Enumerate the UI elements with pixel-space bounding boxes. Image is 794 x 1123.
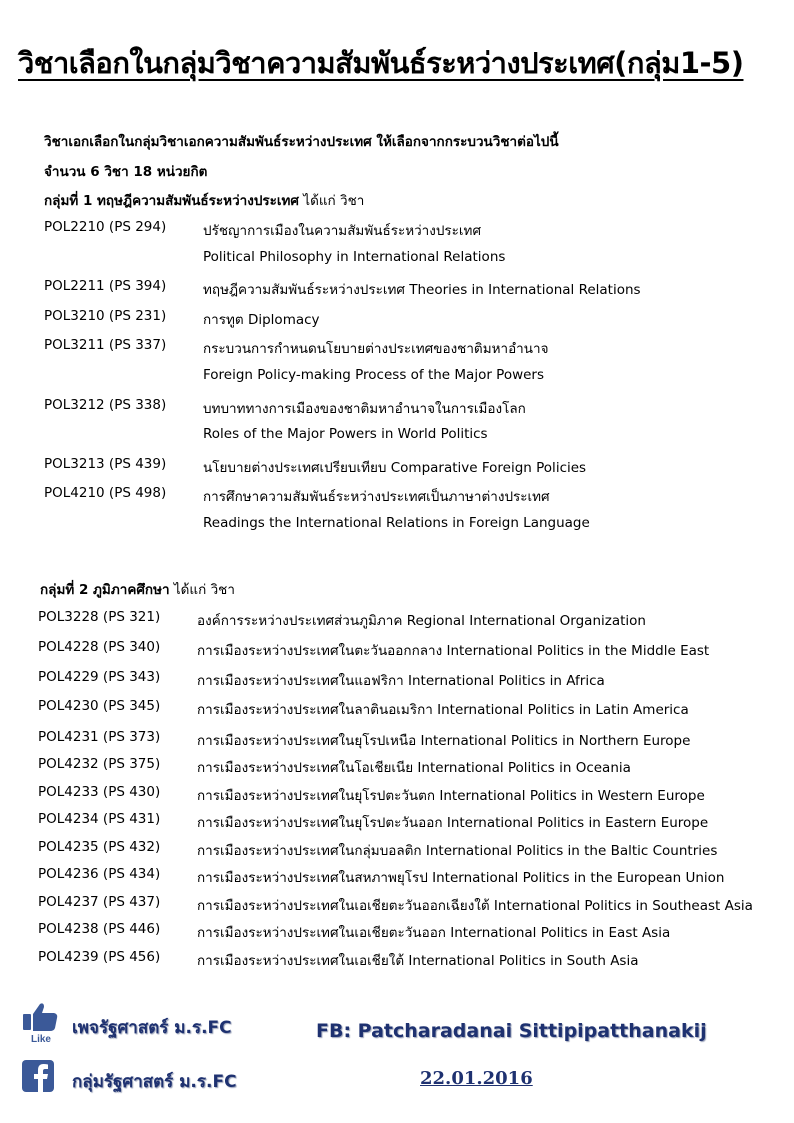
- course-title: การเมืองระหว่างประเทศในตะวันออกกลาง International Politics in the Middle East: [197, 643, 710, 659]
- course-title: การศึกษาความสัมพันธ์ระหว่างประเทศเป็นภาษาต่างประเทศ: [203, 489, 550, 506]
- course-code: POL4233 (PS 430): [38, 783, 161, 800]
- course-code: POL4210 (PS 498): [44, 485, 167, 502]
- course-title: การเมืองระหว่างประเทศในเอเชียใต้ International Politics in South Asia: [197, 952, 639, 969]
- course-row: [38, 921, 790, 941]
- page-title: วิชาเลือกในกลุ่มวิชาความสัมพันธ์ระหว่างประเทศ(กลุ่ม1-5): [18, 46, 744, 80]
- course-code: POL4234 (PS 431): [38, 811, 161, 827]
- course-title: การเมืองระหว่างประเทศในเอเชียตะวันออกเฉียงใต้ International Politics in Southeast Asia: [197, 897, 753, 914]
- course-title: การเมืองระหว่างประเทศในกลุ่มบอลติก International Politics in the Baltic Countries: [197, 842, 718, 859]
- course-row: [44, 456, 790, 476]
- course-code: POL4239 (PS 456): [38, 948, 161, 965]
- course-row: [44, 308, 790, 328]
- course-code: POL3212 (PS 338): [44, 396, 167, 413]
- course-title: ปรัชญาการเมืองในความสัมพันธ์ระหว่างประเทศ: [203, 223, 482, 239]
- course-row: [44, 278, 790, 298]
- course-code: POL4228 (PS 340): [38, 639, 161, 655]
- course-row: [38, 866, 790, 886]
- course-title: กระบวนการกำหนดนโยบายต่างประเทศของชาติมหาอำนาจ: [203, 341, 549, 358]
- course-title: การทูต Diplomacy: [203, 311, 320, 328]
- course-code: POL3211 (PS 337): [44, 337, 167, 354]
- course-row: [44, 426, 790, 446]
- course-title: การเมืองระหว่างประเทศในลาตินอเมริกา International Politics in Latin America: [197, 702, 689, 718]
- course-row: [44, 515, 790, 535]
- course-row: [38, 609, 790, 629]
- group-name-link[interactable]: กลุ่มรัฐศาสตร์ ม.ร.FC: [72, 1072, 237, 1092]
- course-title: Political Philosophy in International Relations: [203, 248, 506, 265]
- course-row: [38, 698, 790, 718]
- course-title: Foreign Policy-making Process of the Major Powers: [203, 367, 545, 383]
- course-row: [44, 397, 790, 417]
- course-code: POL4237 (PS 437): [38, 893, 161, 910]
- group1-heading-suffix: ได้แก่ วิชา: [298, 193, 365, 209]
- group1-heading-title: กลุ่มที่ 1 ทฤษฎีความสัมพันธ์ระหว่างประเทศ: [44, 193, 299, 209]
- course-code: POL4235 (PS 432): [38, 838, 161, 855]
- course-code: POL3210 (PS 231): [44, 307, 167, 324]
- course-row: [44, 367, 790, 387]
- intro-line-1: วิชาเอกเลือกในกลุ่มวิชาเอกความสัมพันธ์ระหว่างประเทศ ให้เลือกจากกระบวนวิชาต่อไปนี้: [44, 134, 559, 150]
- course-title: บทบาททางการเมืองของชาติมหาอำนาจในการเมืองโลก: [203, 400, 526, 417]
- course-code: POL4229 (PS 343): [38, 668, 161, 685]
- like-label: Like: [30, 1034, 52, 1044]
- intro-line-2: จำนวน 6 วิชา 18 หน่วยกิต: [44, 164, 208, 180]
- course-row: [38, 756, 790, 776]
- course-title: การเมืองระหว่างประเทศในแอฟริกา International Politics in Africa: [197, 672, 605, 689]
- course-row: [44, 485, 790, 505]
- course-title: การเมืองระหว่างประเทศในโอเชียเนีย International Politics in Oceania: [197, 760, 631, 776]
- group1-heading: [44, 189, 364, 211]
- course-code: POL4232 (PS 375): [38, 756, 161, 772]
- course-title: ทฤษฎีความสัมพันธ์ระหว่างประเทศ Theories in International Relations: [203, 282, 641, 299]
- course-code: POL3228 (PS 321): [38, 609, 161, 625]
- course-code: POL4236 (PS 434): [38, 866, 161, 882]
- course-code: POL2211 (PS 394): [44, 278, 167, 295]
- course-code: POL4230 (PS 345): [38, 698, 161, 714]
- course-code: POL4238 (PS 446): [38, 921, 161, 937]
- course-title: การเมืองระหว่างประเทศในสหภาพยุโรป International Politics in the European Union: [197, 870, 725, 886]
- course-title: นโยบายต่างประเทศเปรียบเทียบ Comparative Foreign Policies: [203, 459, 587, 476]
- course-title: การเมืองระหว่างประเทศในยุโรปเหนือ International Politics in Northern Europe: [197, 732, 691, 749]
- page-name-link[interactable]: เพจรัฐศาสตร์ ม.ร.FC: [72, 1018, 232, 1038]
- course-row: [38, 839, 790, 859]
- thumbs-up-like-icon: [22, 1000, 60, 1044]
- course-row: [38, 949, 790, 969]
- course-code: POL2210 (PS 294): [44, 219, 167, 235]
- group2-heading-title: กลุ่มที่ 2 ภูมิภาคศึกษา: [40, 582, 170, 598]
- group2-heading-suffix: ได้แก่ วิชา: [169, 582, 235, 598]
- course-title: การเมืองระหว่างประเทศในยุโรปตะวันออก International Politics in Eastern Europe: [197, 815, 709, 831]
- course-row: [44, 219, 790, 239]
- publish-date: 22.01.2016: [420, 1068, 533, 1089]
- course-code: POL3213 (PS 439): [44, 455, 167, 472]
- facebook-icon: [22, 1060, 54, 1092]
- course-title: การเมืองระหว่างประเทศในเอเชียตะวันออก International Politics in East Asia: [197, 925, 671, 941]
- course-row: [38, 894, 790, 914]
- course-title: การเมืองระหว่างประเทศในยุโรปตะวันตก International Politics in Western Europe: [197, 787, 705, 804]
- course-row: [44, 249, 790, 269]
- course-title: Readings the International Relations in Foreign Language: [203, 515, 590, 531]
- course-code: POL4231 (PS 373): [38, 728, 161, 745]
- course-row: [38, 729, 790, 749]
- course-title: องค์การระหว่างประเทศส่วนภูมิภาค Regional International Organization: [197, 613, 646, 629]
- course-row: [38, 669, 790, 689]
- course-title: Roles of the Major Powers in World Politics: [203, 426, 488, 443]
- fb-author-name: FB: Patcharadanai Sittipipatthanakij: [316, 1020, 707, 1042]
- group2-heading: [40, 578, 235, 600]
- course-row: [38, 811, 790, 831]
- course-row: [44, 337, 790, 357]
- course-row: [38, 784, 790, 804]
- course-row: [38, 639, 790, 659]
